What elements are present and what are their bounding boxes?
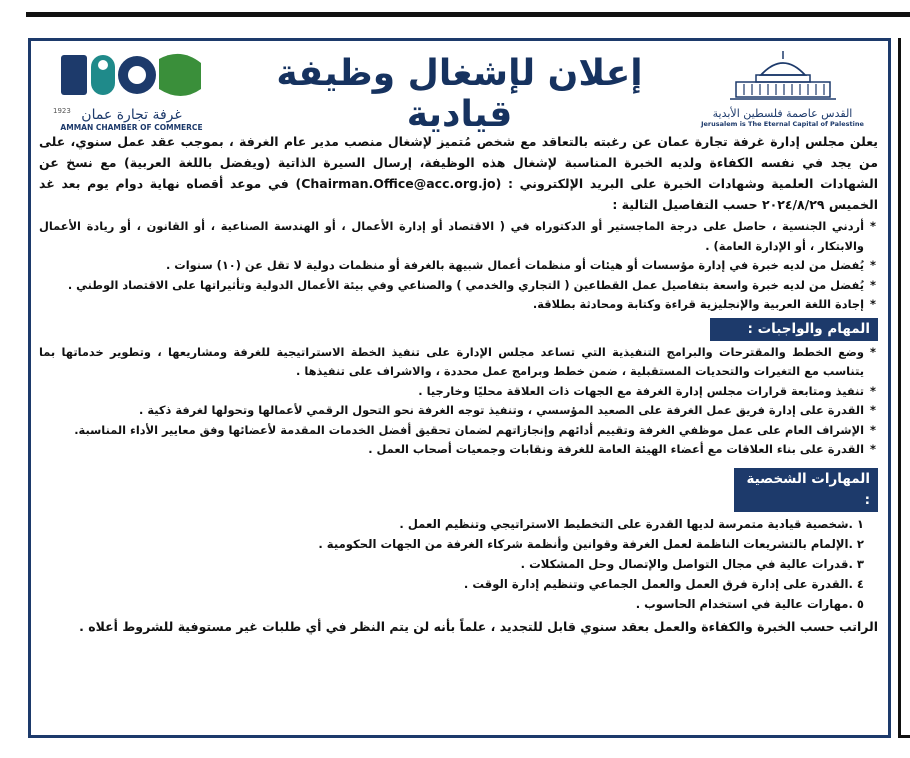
- chamber-caption: غرفة تجارة عمان: [81, 107, 182, 123]
- salary-note: الراتب حسب الخبرة والكفاءة والعمل بعقد سنوي قابل للتجديد ، علماً بأنه لن يتم النظر في أي طلبات غير مستوفية للشروط أعلاه .: [79, 618, 878, 634]
- top-rule: [26, 12, 910, 17]
- list-item: * إجادة اللغة العربية والإنجليزية قراءة وكتابة ومحادثة بطلاقة.: [39, 295, 878, 315]
- ad-body: [39, 131, 878, 637]
- list-item: ٤ .القدرة على إدارة فرق العمل والعمل الجماعي وتنظيم إدارة الوقت .: [463, 576, 864, 591]
- skills-list: [39, 514, 878, 614]
- list-item: ٥ .مهارات عالية في استخدام الحاسوب .: [635, 596, 864, 611]
- tasks-heading: المهام والواجبات :: [710, 318, 878, 341]
- intro-paragraph: يعلن مجلس إدارة غرفة تجارة عمان عن رغبته بالتعاقد مع شخص مُتميز لإشغال منصب مدير عام الغرفة ، بموجب عقد عمل سنوي، على من يجد في نفسه الكفاءة ولديه الخبرة المناسبة لإشغال هذه الوظيفة، إرسال السيرة الذاتية (ويفضل باللغة العربية) مع نسخ عن الشهادات العلمية وشهادات الخبرة على البريد الإلكتروني : (Chairman.Office@acc.org.jo) في موعد أقصاه نهاية دوام يوم بعد غد الخميس ٢٠٢٤/٨/٢٩ حسب التفاصيل التالية :: [39, 134, 878, 212]
- page-title: إعلان لإشغال وظيفة قيادية: [276, 53, 643, 135]
- list-item: * تنفيذ ومتابعة قرارات مجلس إدارة الغرفة مع الجهات ذات العلاقة محليًا وخارجيا .: [39, 382, 878, 402]
- dome-icon: [728, 49, 838, 101]
- tasks-list: [39, 343, 878, 460]
- jerusalem-logo: [695, 49, 870, 144]
- amman-chamber-logo: [49, 49, 214, 144]
- jerusalem-caption: القدس عاصمة فلسطين الأبدية: [712, 107, 853, 120]
- chamber-emblem-icon: [57, 49, 207, 101]
- list-item: ١ .شخصية قيادية متمرسة لديها القدرة على التخطيط الاستراتيجي وتنظيم العمل .: [399, 516, 864, 531]
- list-item: * القدرة على إدارة فريق عمل الغرفة على الصعيد المؤسسي ، وتنفيذ توجه الغرفة نحو التحول الرقمي لأعمالها وتحولها لغرفة ذكية .: [39, 401, 878, 421]
- job-advertisement: [28, 38, 891, 738]
- list-item: * يُفضل من لديه خبرة واسعة بتفاصيل عمل القطاعين ( التجاري والخدمي ) والصناعي وفي بيئة الأعمال الدولية وتأثيراتها على الاقتصاد الوطني .: [39, 276, 878, 296]
- list-item: * أردني الجنسية ، حاصل على درجة الماجستير أو الدكتوراه في ( الاقتصاد أو إدارة الأعمال ، أو الهندسة الصناعية ، أو القانون ، أو ريادة الأعمال والابتكار ، أو الإدارة العامة) .: [39, 217, 878, 256]
- skills-heading: المهارات الشخصية :: [734, 468, 878, 512]
- chamber-year: 1923: [53, 107, 71, 115]
- list-item: ٣ .قدرات عالية في مجال التواصل والإتصال وحل المشكلات .: [520, 556, 864, 571]
- list-item: * القدرة على بناء العلاقات مع أعضاء الهيئة العامة للغرفة ونقابات وجمعيات أصحاب العمل .: [39, 440, 878, 460]
- list-item: * وضع الخطط والمقترحات والبرامج التنفيذية التي تساعد مجلس الإدارة على تنفيذ الخطة الاستراتيجية للغرفة ومشاريعها ، وتطوير خدماتها بما يتناسب مع التغيرات والتحديات المستقبلية ، ضمن خطط وبرامج عمل محددة ، والاشراف على تنفيذها .: [39, 343, 878, 382]
- list-item: ٢ .الإلمام بالتشريعات الناظمة لعمل الغرفة وقوانين وأنظمة شركاء الغرفة من الجهات الحكومية .: [318, 536, 864, 551]
- chamber-subcaption: AMMAN CHAMBER OF COMMERCE: [60, 123, 203, 132]
- right-rule: [898, 38, 901, 738]
- list-item: * الإشراف العام على عمل موظفي الغرفة وتقييم أدائهم وإنجازاتهم لضمان تحقيق أفضل الخدمات المقدمة لأعضائها وفق معايير الأداء المناسبة.: [39, 421, 878, 441]
- list-item: * يُفضل من لديه خبرة في إدارة مؤسسات أو هيئات أو منظمات أعمال شبيهة بالغرفة أو منظمات دولية لا تقل عن (١٠) سنوات .: [39, 256, 878, 276]
- jerusalem-subcaption: Jerusalem is The Eternal Capital of Palestine: [701, 120, 864, 128]
- right-rule-foot: [898, 735, 910, 738]
- requirements-list: [39, 217, 878, 315]
